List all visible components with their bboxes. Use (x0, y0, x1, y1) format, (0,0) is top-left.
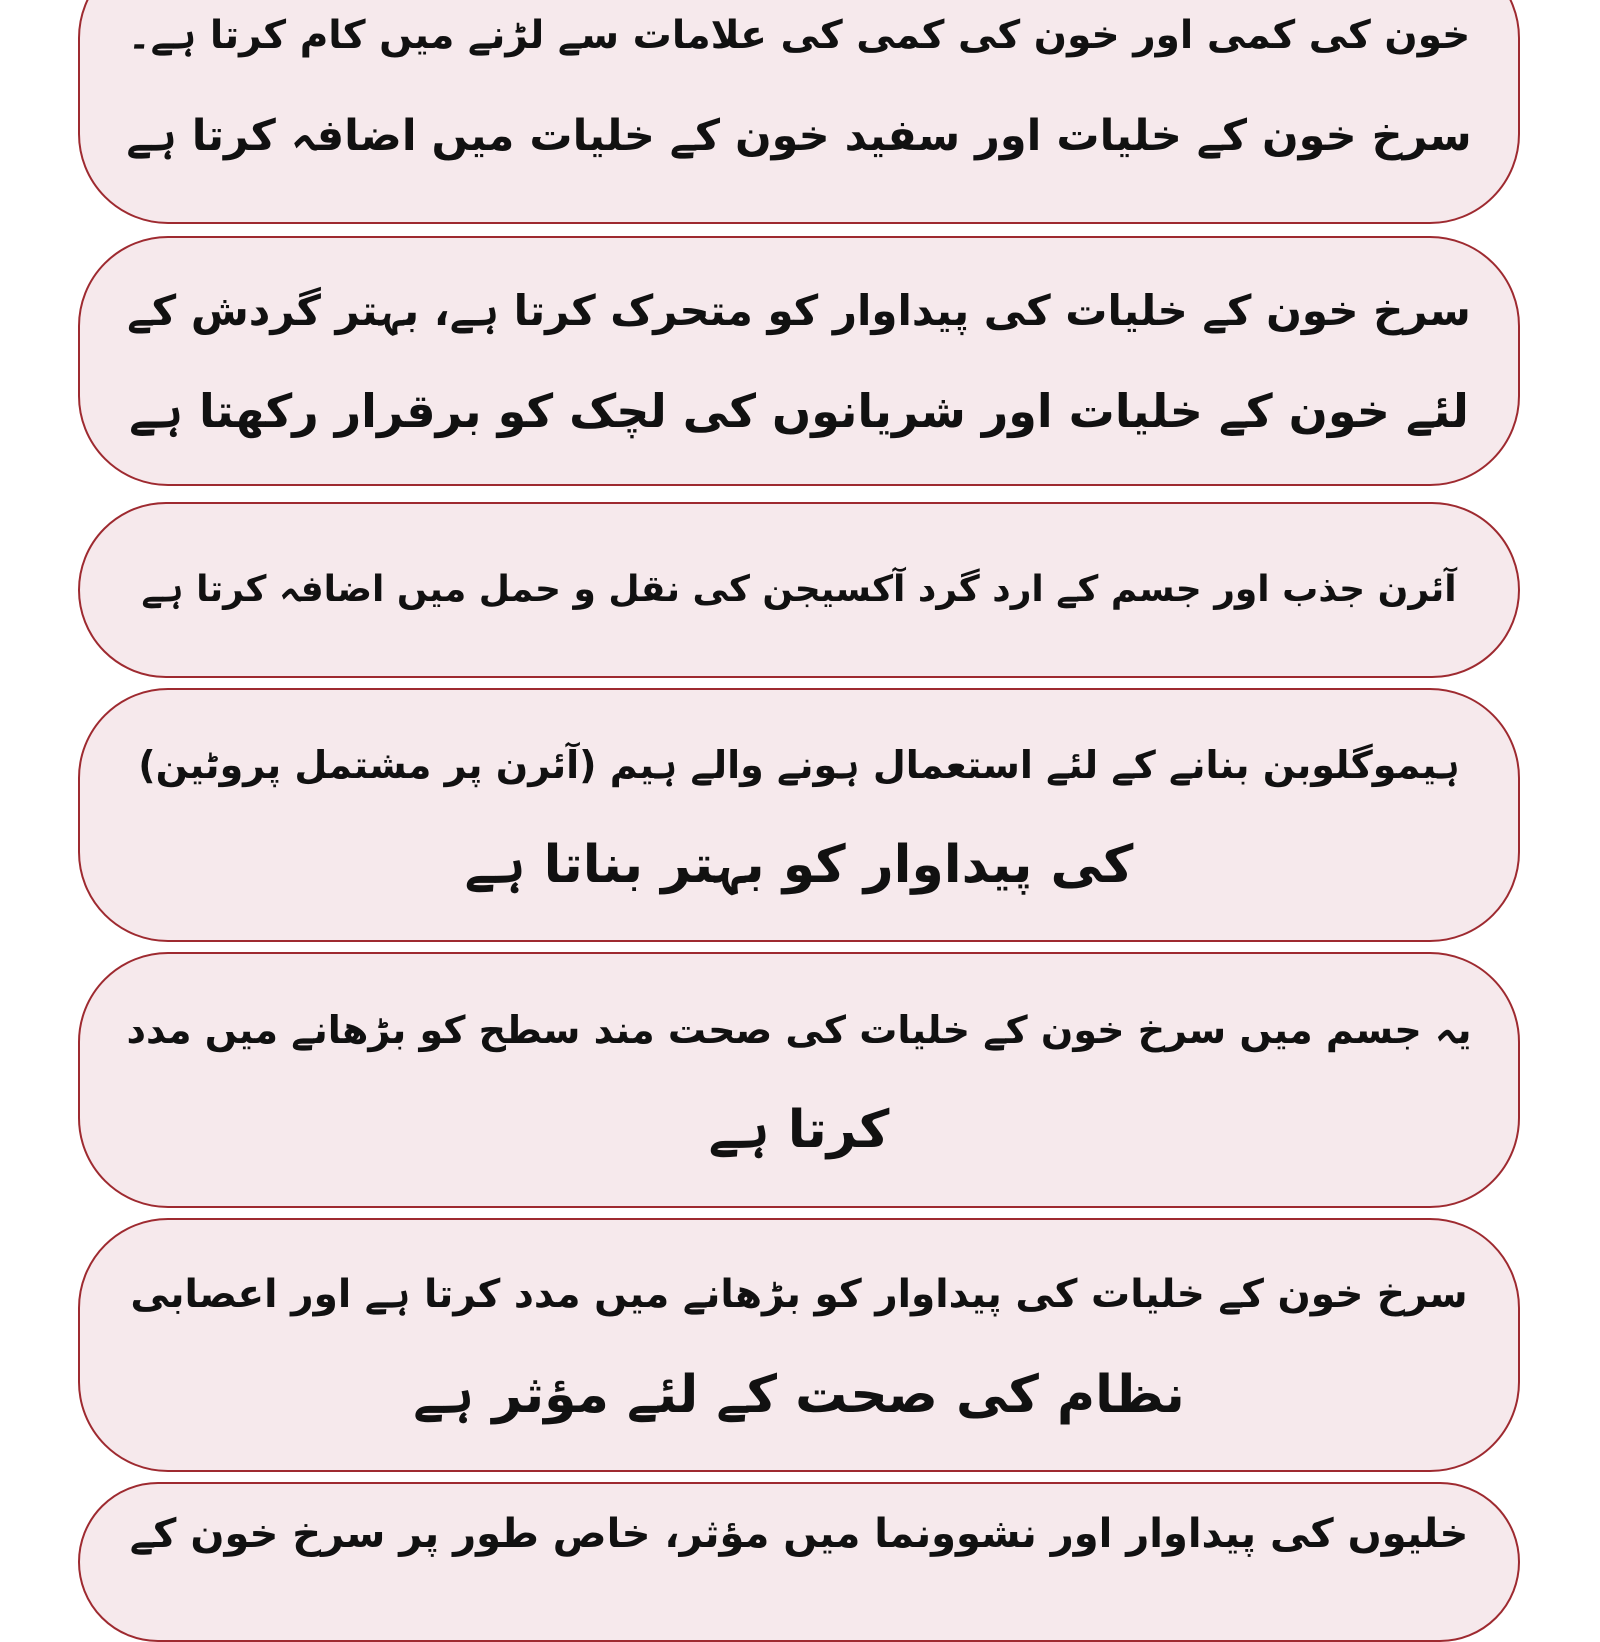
benefit-card-2-line-1: سرخ خون کے خلیات کی پیداوار کو متحرک کرتا ہے، بہتر گردش کے (127, 286, 1471, 335)
benefit-card-6-line-1: سرخ خون کے خلیات کی پیداوار کو بڑھانے میں مدد کرتا ہے اور اعصابی (130, 1272, 1468, 1317)
benefit-card-2-line-2: لئے خون کے خلیات اور شریانوں کی لچک کو برقرار رکھتا ہے (129, 384, 1469, 438)
benefit-card-1 (78, 0, 1520, 224)
benefit-card-4-line-2: کی پیداوار کو بہتر بناتا ہے (464, 835, 1134, 895)
benefit-card-5-line-2: کرتا ہے (708, 1100, 890, 1160)
benefit-card-1-line-2: سرخ خون کے خلیات اور سفید خون کے خلیات میں اضافہ کرتا ہے (126, 111, 1472, 161)
benefit-card-3 (78, 502, 1520, 678)
benefit-card-7-line-1: خلیوں کی پیداوار اور نشوونما میں مؤثر، خاص طور پر سرخ خون کے (129, 1511, 1469, 1557)
benefit-card-1-line-1: خون کی کمی اور خون کی کمی کی علامات سے لڑنے میں کام کرتا ہے۔ (127, 13, 1471, 58)
benefit-card-6 (78, 1218, 1520, 1472)
benefit-card-6-line-2: نظام کی صحت کے لئے مؤثر ہے (413, 1365, 1185, 1425)
benefit-card-4-line-1: ہیموگلوبن بنانے کے لئے استعمال ہونے والے ہیم (آئرن پر مشتمل پروٹین) (138, 743, 1460, 787)
benefit-card-2 (78, 236, 1520, 486)
benefit-card-5 (78, 952, 1520, 1208)
benefit-card-3-line-1: آئرن جذب اور جسم کے ارد گرد آکسیجن کی نقل و حمل میں اضافہ کرتا ہے (141, 569, 1457, 610)
benefit-card-5-line-1: یہ جسم میں سرخ خون کے خلیات کی صحت مند سطح کو بڑھانے میں مدد (126, 1008, 1472, 1052)
benefit-card-4 (78, 688, 1520, 942)
benefit-card-7 (78, 1482, 1520, 1642)
